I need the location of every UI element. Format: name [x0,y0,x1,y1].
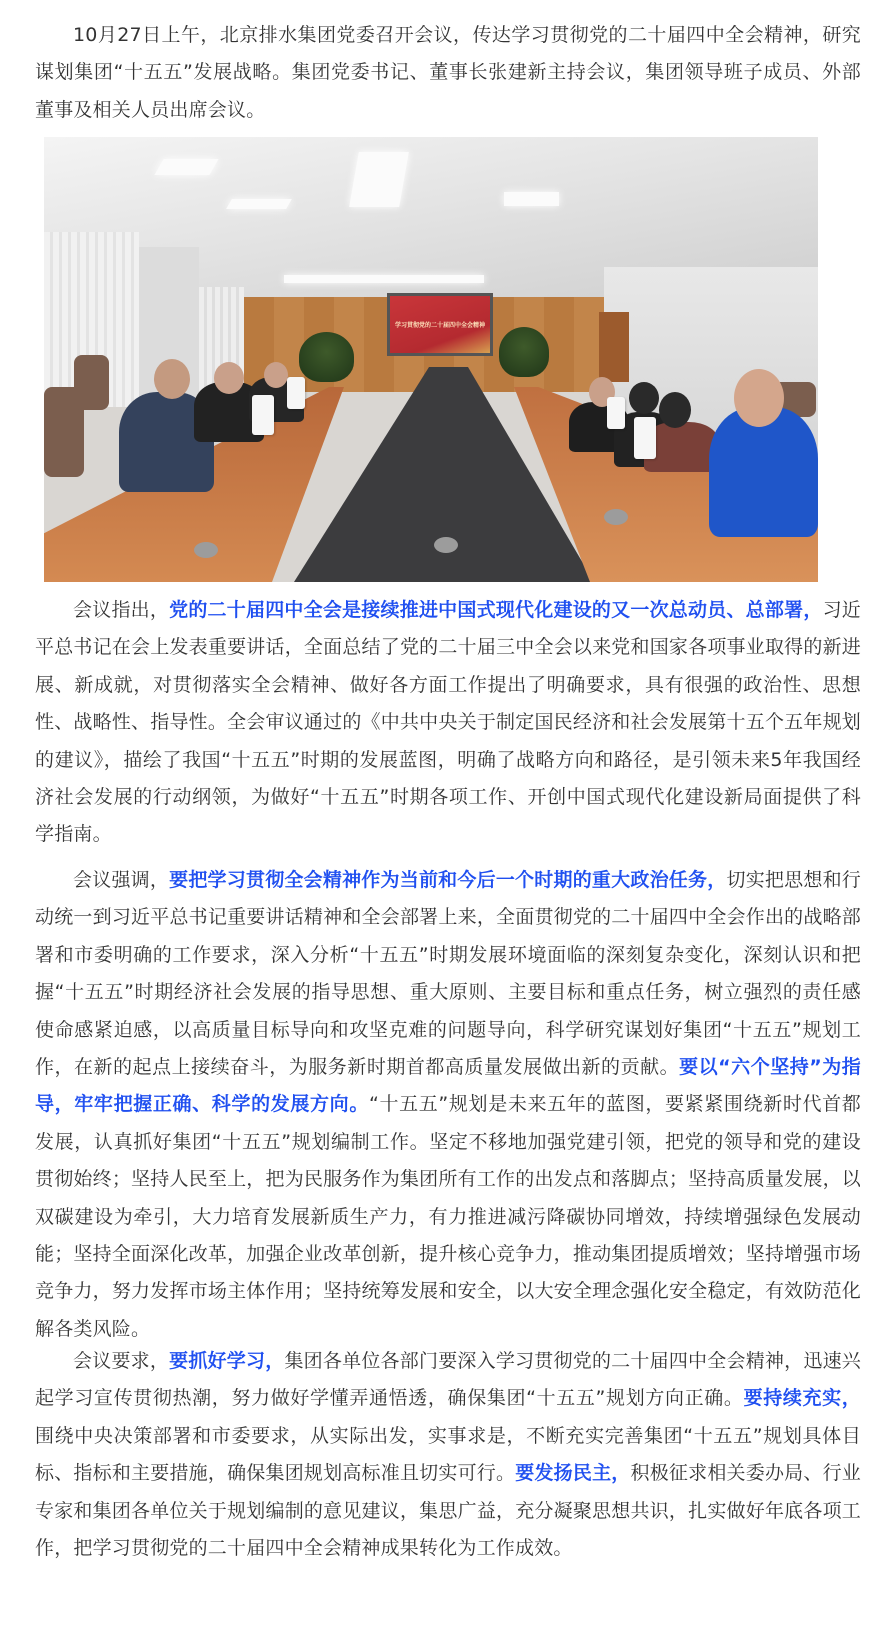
photo-door [599,312,629,382]
photo-plant [499,327,549,377]
paragraph-meeting-pointed-out [35,592,861,854]
photo-person-head [659,392,691,428]
photo-ceiling-light [504,192,559,206]
paragraph-meeting-emphasized [35,862,861,1348]
photo-microphone [434,537,458,553]
photo-water-pitcher [287,377,305,409]
photo-projection-screen [387,293,493,356]
photo-ceiling-light [284,275,484,283]
photo-person-head [214,362,244,394]
paragraph-intro [35,17,861,129]
photo-ceiling-light [154,159,218,175]
body-text: 围绕中央决策部署和市委要求，从实际出发，实事求是，不断充实完善集团“十五五”规划具体目标、指标和主要措施，确保集团规划高标准且切实可行。 [35,1424,861,1485]
body-text: 切实把思想和行动统一到习近平总书记重要讲话精神和全会部署上来，全面贯彻党的二十届四中全会作出的战略部署和市委明确的工作要求，深入分析“十五五”时期发展环境面临的深刻复杂变化，深刻认识和把握“十五五”时期经济社会发展的指导思想、重大原则、主要目标和重点任务，树立强烈的责任感使命感紧迫感，以高质量目标导向和攻坚克难的问题导向，科学研究谋划好集团“十五五”规划工作，在新的起点上接续奋斗，为服务新时期首都高质量发展做出新的贡献。 [35,869,861,1079]
body-text: “十五五”规划是未来五年的蓝图，要紧紧围绕新时代首都发展，认真抓好集团“十五五”规划编制工作。坚定不移地加强党建引领，把党的领导和党的建设贯彻始终；坚持人民至上，把为民服务作为集团所有工作的出发点和落脚点；坚持高质量发展，以双碳建设为牵引，大力培育发展新质生产力，有力推进减污降碳协同增效，持续增强绿色发展动能；坚持全面深化改革，加强企业改革创新，提升核心竞争力，推动集团提质增效；坚持增强市场竞争力，努力发挥市场主体作用；坚持统筹发展和安全，以大安全理念强化安全稳定，有效防范化解各类风险。 [35,1093,862,1340]
body-text: 积极征求相关委办局、行业专家和集团各单位关于规划编制的意见建议，集思广益，充分凝聚思想共识，扎实做好年底各项工作，把学习贯彻党的二十届四中全会精神成果转化为工作成效。 [35,1462,861,1560]
body-text: 10月27日上午，北京排水集团党委召开会议，传达学习贯彻党的二十届四中全会精神，研究谋划集团“十五五”发展战略。集团党委书记、董事长张建新主持会议，集团领导班子成员、外部董事及相关人员出席会议。 [35,24,861,121]
photo-person-head [264,362,288,388]
photo-person-head [154,359,190,399]
photo-person-head [734,369,784,427]
photo-plant [299,332,354,382]
photo-person-head [629,382,659,414]
body-text: 会议要求， [73,1350,170,1372]
photo-chair [74,355,109,410]
photo-water-pitcher [634,417,656,459]
highlighted-text: 要以“六个坚持”为指导，牢牢把握正确、科学的发展方向。 [35,1056,861,1116]
body-text: 习近平总书记在会上发表重要讲话，全面总结了党的二十届三中全会以来党和国家各项事业取得的新进展、新成就，对贯彻落实全会精神、做好各方面工作提出了明确要求，具有很强的政治性、思想性、战略性、指导性。全会审议通过的《中共中央关于制定国民经济和社会发展第十五个五年规划的建议》，描绘了我国“十五五”时期的发展蓝图，明确了战略方向和路径，是引领未来5年我国经济社会发展的行动纲领，为做好“十五五”时期各项工作、开创中国式现代化建设新局面提供了科学指南。 [35,599,861,846]
photo-ceiling-light [226,199,292,209]
photo-water-pitcher [252,395,274,435]
photo-water-pitcher [607,397,625,429]
meeting-room-photo [44,137,818,582]
photo-ceiling-light [349,152,409,207]
body-text: 集团各单位各部门要深入学习贯彻党的二十届四中全会精神，迅速兴起学习宣传贯彻热潮，努力做好学懂弄通悟透，确保集团“十五五”规划方向正确。 [35,1350,861,1410]
photo-microphone [194,542,218,558]
highlighted-text: 要把学习贯彻全会精神作为当前和今后一个时期的重大政治任务， [169,869,727,891]
body-text: 会议指出， [73,599,170,621]
screen-title: 学习贯彻党的二十届四中全会精神 [394,322,485,329]
highlighted-text: 党的二十届四中全会是接续推进中国式现代化建设的又一次总动员、总部署， [169,599,823,621]
highlighted-text: 要持续充实， [743,1387,862,1410]
paragraph-meeting-required [35,1343,861,1567]
photo-microphone [604,509,628,525]
highlighted-text: 要发扬民主， [515,1462,631,1485]
body-text: 会议强调， [73,869,170,891]
highlighted-text: 要抓好学习， [169,1350,285,1372]
